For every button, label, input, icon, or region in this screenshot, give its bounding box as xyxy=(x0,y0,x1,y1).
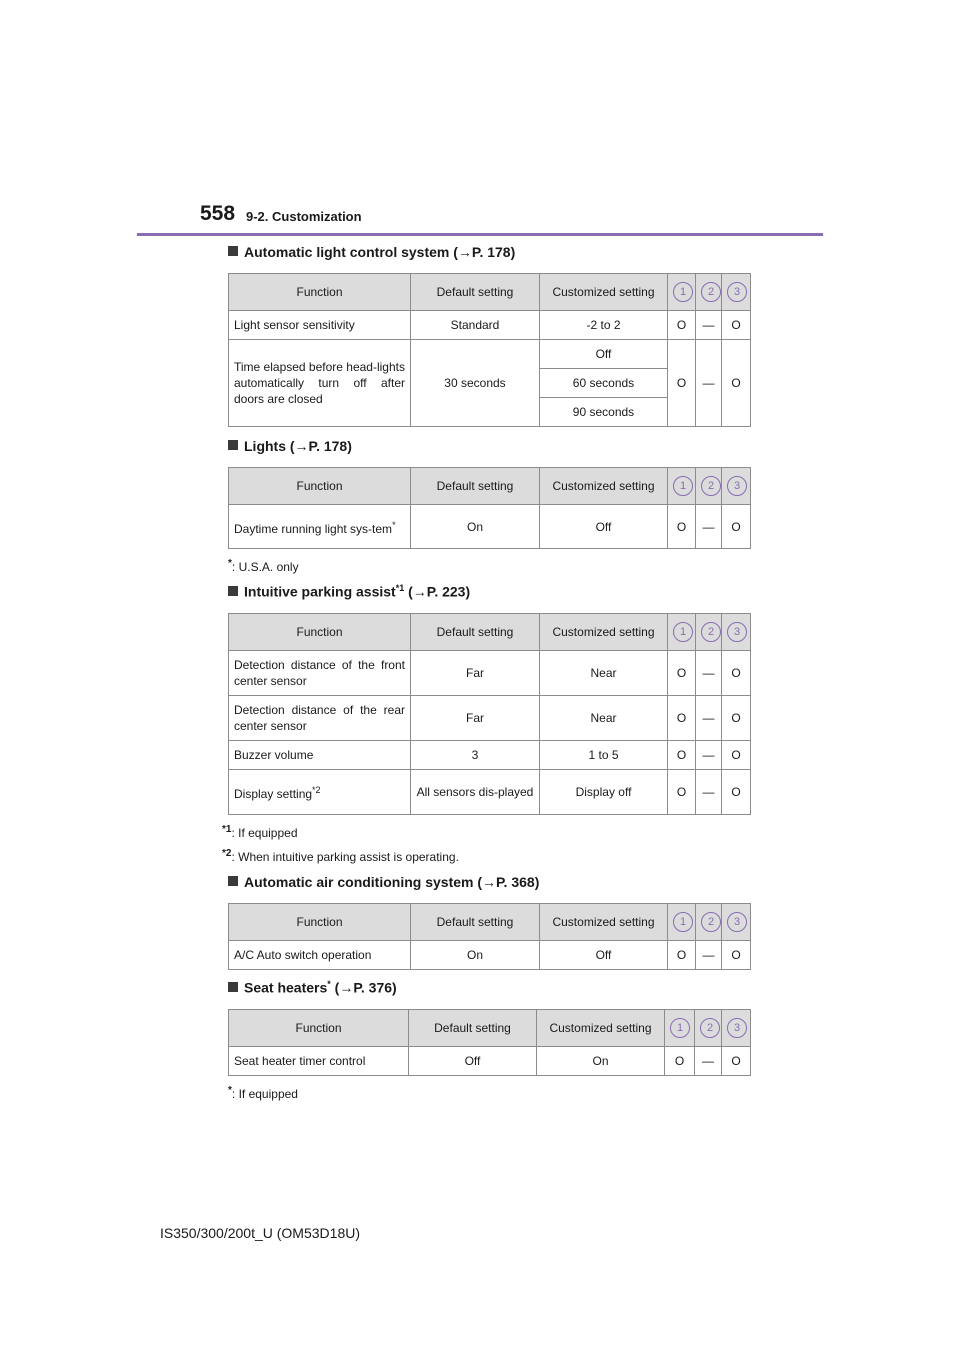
square-bullet-icon xyxy=(228,982,238,992)
mark-3: O xyxy=(722,770,751,815)
col-default: Default setting xyxy=(411,274,540,311)
table-auto-light xyxy=(228,273,751,427)
circled-3-icon: 3 xyxy=(727,622,747,642)
footnote-parking-2 xyxy=(222,848,459,864)
cell-function: Seat heater timer control xyxy=(229,1047,409,1076)
col-mode-3 xyxy=(722,614,751,651)
cell-function: Detection distance of the front center sensor xyxy=(229,651,411,696)
heading-seat-heaters xyxy=(228,979,397,996)
table-header-row xyxy=(229,614,751,651)
mark-2: — xyxy=(696,311,722,340)
table-header-row xyxy=(229,274,751,311)
table-row xyxy=(229,696,751,741)
square-bullet-icon xyxy=(228,440,238,450)
mark-2: — xyxy=(696,696,722,741)
square-bullet-icon xyxy=(228,246,238,256)
mark-3: O xyxy=(722,1047,751,1076)
col-function: Function xyxy=(229,468,411,505)
cell-default: Far xyxy=(411,651,540,696)
table-header-row xyxy=(229,468,751,505)
cell-custom: Near xyxy=(540,696,668,741)
mark-1: O xyxy=(668,941,696,970)
footnote-marker: * xyxy=(228,558,232,569)
mark-2: — xyxy=(696,770,722,815)
mark-3: O xyxy=(722,311,751,340)
circled-2-icon: 2 xyxy=(700,1018,720,1038)
heading-seat-ref: (→P. 376) xyxy=(330,979,397,996)
cell-default: Standard xyxy=(411,311,540,340)
table-header-row xyxy=(229,904,751,941)
col-custom: Customized setting xyxy=(540,274,668,311)
footnote-marker: * xyxy=(228,1085,232,1096)
heading-auto-light-text: Automatic light control system (→P. 178) xyxy=(244,244,516,260)
col-mode-2 xyxy=(696,614,722,651)
circled-1-icon: 1 xyxy=(673,282,693,302)
mark-1: O xyxy=(668,651,696,696)
cell-default: 3 xyxy=(411,741,540,770)
cell-function: Detection distance of the rear center sensor xyxy=(229,696,411,741)
mark-2: — xyxy=(695,1047,722,1076)
square-bullet-icon xyxy=(228,876,238,886)
cell-function xyxy=(229,505,411,549)
cell-custom: Off xyxy=(540,505,668,549)
heading-lights-text: Lights (→P. 178) xyxy=(244,438,352,454)
cell-function xyxy=(229,770,411,815)
table-row xyxy=(229,651,751,696)
col-default: Default setting xyxy=(411,614,540,651)
col-mode-2 xyxy=(696,274,722,311)
circled-3-icon: 3 xyxy=(727,1018,747,1038)
table-seat-heaters xyxy=(228,1009,751,1076)
col-mode-1 xyxy=(668,468,696,505)
heading-air-conditioning xyxy=(228,874,539,890)
footnote-text: : U.S.A. only xyxy=(231,560,299,574)
heading-parking-assist xyxy=(228,583,470,600)
cell-default: Far xyxy=(411,696,540,741)
footnote-seat xyxy=(228,1085,298,1101)
heading-seat-text: Seat heaters xyxy=(244,979,328,996)
footnote-marker: *2 xyxy=(312,785,321,795)
mark-1: O xyxy=(668,696,696,741)
square-bullet-icon xyxy=(228,586,238,596)
table-row xyxy=(229,941,751,970)
circled-3-icon: 3 xyxy=(727,912,747,932)
cell-custom: 1 to 5 xyxy=(540,741,668,770)
function-text: Display setting xyxy=(234,787,313,801)
cell-default: On xyxy=(411,505,540,549)
table-air-conditioning xyxy=(228,903,751,970)
cell-custom: Off xyxy=(540,340,668,369)
heading-ac-text: Automatic air conditioning system (→P. 368) xyxy=(244,874,540,890)
table-header-row xyxy=(229,1010,751,1047)
cell-custom: Off xyxy=(540,941,668,970)
col-default: Default setting xyxy=(411,468,540,505)
table-row xyxy=(229,340,751,369)
cell-default: On xyxy=(411,941,540,970)
col-mode-1 xyxy=(668,614,696,651)
mark-2: — xyxy=(696,651,722,696)
mark-2: — xyxy=(696,741,722,770)
cell-default: 30 seconds xyxy=(411,340,540,427)
cell-custom: On xyxy=(537,1047,665,1076)
footnote-lights xyxy=(228,558,299,574)
table-parking-assist xyxy=(228,613,751,815)
col-function: Function xyxy=(229,274,411,311)
heading-lights xyxy=(228,438,352,454)
heading-footnote-marker: * xyxy=(327,979,331,989)
footnote-text: : If equipped xyxy=(231,1087,298,1101)
col-custom: Customized setting xyxy=(540,614,668,651)
cell-custom: Near xyxy=(540,651,668,696)
col-default: Default setting xyxy=(409,1010,537,1047)
col-mode-1 xyxy=(665,1010,695,1047)
mark-1: O xyxy=(668,741,696,770)
table-row xyxy=(229,311,751,340)
mark-2: — xyxy=(696,340,722,427)
circled-1-icon: 1 xyxy=(673,622,693,642)
mark-2: — xyxy=(696,941,722,970)
col-mode-1 xyxy=(668,904,696,941)
cell-custom: 90 seconds xyxy=(540,398,668,427)
col-mode-2 xyxy=(696,468,722,505)
header-rule xyxy=(137,233,823,236)
circled-1-icon: 1 xyxy=(670,1018,690,1038)
section-title: 9-2. Customization xyxy=(246,209,362,224)
circled-2-icon: 2 xyxy=(701,622,721,642)
col-default: Default setting xyxy=(411,904,540,941)
table-row xyxy=(229,741,751,770)
circled-1-icon: 1 xyxy=(673,912,693,932)
col-mode-2 xyxy=(695,1010,722,1047)
cell-default: All sensors dis-played xyxy=(411,770,540,815)
col-mode-3 xyxy=(722,1010,751,1047)
col-mode-3 xyxy=(722,904,751,941)
mark-3: O xyxy=(722,696,751,741)
table-row xyxy=(229,770,751,815)
cell-default: Off xyxy=(409,1047,537,1076)
mark-1: O xyxy=(668,505,696,549)
cell-custom: -2 to 2 xyxy=(540,311,668,340)
col-function: Function xyxy=(229,904,411,941)
footnote-text: : When intuitive parking assist is operating. xyxy=(231,850,459,864)
table-lights xyxy=(228,467,751,549)
circled-3-icon: 3 xyxy=(727,282,747,302)
footnote-marker: * xyxy=(392,519,396,530)
cell-function: Buzzer volume xyxy=(229,741,411,770)
col-mode-2 xyxy=(696,904,722,941)
footer-model-code: IS350/300/200t_U (OM53D18U) xyxy=(160,1225,360,1241)
col-custom: Customized setting xyxy=(540,468,668,505)
mark-1: O xyxy=(668,340,696,427)
footnote-parking-1 xyxy=(222,824,298,840)
heading-footnote-marker: *1 xyxy=(395,583,405,593)
mark-3: O xyxy=(722,340,751,427)
function-text: Daytime running light sys-tem xyxy=(234,521,393,536)
mark-1: O xyxy=(668,311,696,340)
circled-3-icon: 3 xyxy=(727,476,747,496)
heading-parking-text: Intuitive parking assist xyxy=(244,583,396,600)
mark-2: — xyxy=(696,505,722,549)
col-mode-3 xyxy=(722,468,751,505)
col-custom: Customized setting xyxy=(537,1010,665,1047)
cell-function: Time elapsed before head-lights automatically turn off after doors are closed xyxy=(229,340,411,427)
footnote-marker: *1 xyxy=(222,824,232,835)
table-row xyxy=(229,1047,751,1076)
circled-1-icon: 1 xyxy=(673,476,693,496)
cell-function: A/C Auto switch operation xyxy=(229,941,411,970)
circled-2-icon: 2 xyxy=(701,476,721,496)
col-custom: Customized setting xyxy=(540,904,668,941)
page-number: 558 xyxy=(200,202,236,225)
table-row xyxy=(229,505,751,549)
mark-1: O xyxy=(668,770,696,815)
col-mode-1 xyxy=(668,274,696,311)
cell-custom: Display off xyxy=(540,770,668,815)
col-function: Function xyxy=(229,614,411,651)
cell-function: Light sensor sensitivity xyxy=(229,311,411,340)
mark-1: O xyxy=(665,1047,695,1076)
circled-2-icon: 2 xyxy=(701,282,721,302)
circled-2-icon: 2 xyxy=(701,912,721,932)
footnote-text: : If equipped xyxy=(231,826,298,840)
footnote-marker: *2 xyxy=(222,848,232,859)
mark-3: O xyxy=(722,651,751,696)
heading-auto-light xyxy=(228,244,515,260)
heading-parking-ref: (→P. 223) xyxy=(404,583,471,600)
cell-custom: 60 seconds xyxy=(540,369,668,398)
col-mode-3 xyxy=(722,274,751,311)
mark-3: O xyxy=(722,505,751,549)
col-function: Function xyxy=(229,1010,409,1047)
mark-3: O xyxy=(722,741,751,770)
mark-3: O xyxy=(722,941,751,970)
